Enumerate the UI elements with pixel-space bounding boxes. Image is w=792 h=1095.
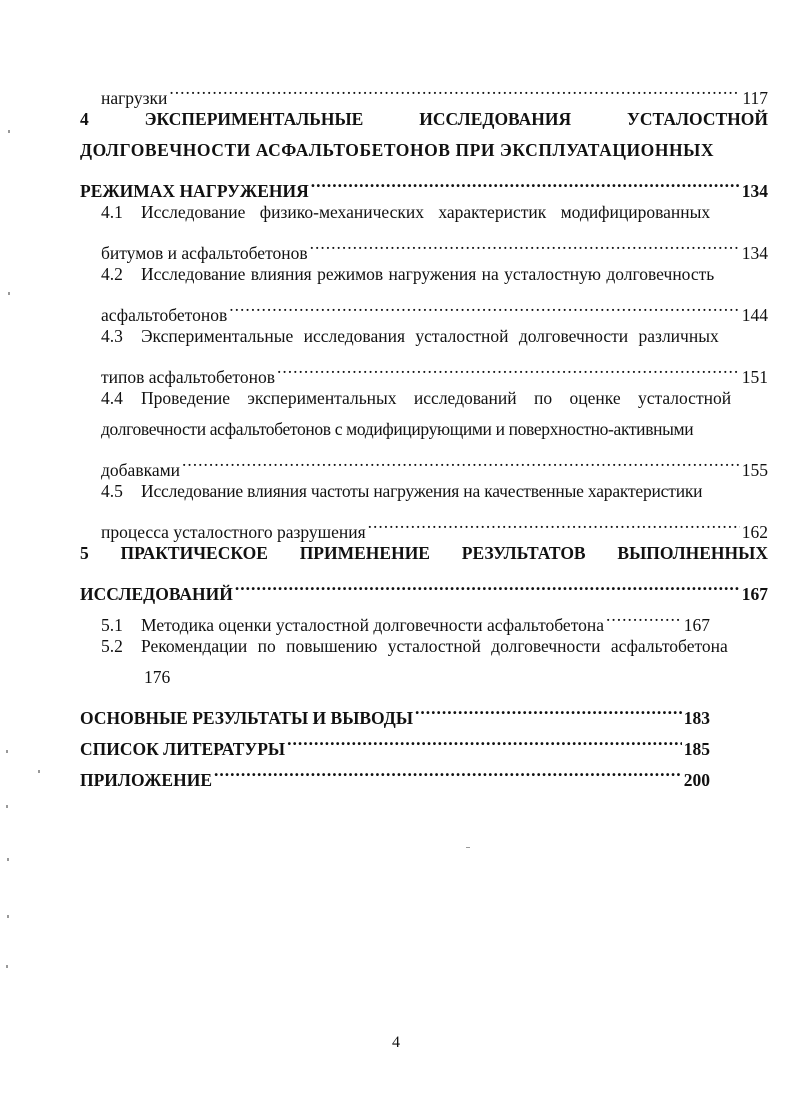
- section-number: 4.2: [101, 264, 123, 284]
- dot-leader: [214, 755, 682, 786]
- scan-speck: [6, 750, 8, 753]
- dot-leader: [229, 290, 740, 321]
- heading-word: ПРАКТИЧЕСКОЕ: [120, 543, 268, 563]
- toc-entry-text: ДОЛГОВЕЧНОСТИ АСФАЛЬТОБЕТОНОВ ПРИ ЭКСПЛУАТАЦИОННЫХ: [80, 140, 715, 160]
- scan-speck: [8, 130, 10, 133]
- toc-section-4-3: [80, 321, 768, 352]
- toc-entry-text: процесса усталостного разрушения: [101, 522, 366, 542]
- toc-chapter-4-line3: [80, 166, 768, 201]
- toc-section-4-5: [80, 476, 768, 507]
- toc-results: [80, 693, 768, 728]
- toc-entry-text: РЕЖИМАХ НАГРУЖЕНИЯ: [80, 181, 309, 201]
- toc-section-4-2: [80, 259, 768, 290]
- dot-leader: [368, 507, 740, 538]
- toc-entry-text: нагрузки: [101, 88, 168, 108]
- scan-speck: [8, 292, 10, 295]
- heading-word: РЕЗУЛЬТАТОВ: [461, 543, 586, 563]
- toc-entry-text: битумов и асфальтобетонов: [101, 243, 308, 263]
- chapter-number: 4: [80, 109, 89, 129]
- scan-speck: [7, 858, 9, 861]
- toc-entry-text: Исследование влияния режимов нагружения на усталостную долговечность: [141, 264, 715, 284]
- toc-page-number: 200: [683, 770, 710, 790]
- toc-page-number: 183: [683, 708, 710, 728]
- heading-word: ЭКСПЕРИМЕНТАЛЬНЫЕ: [144, 109, 364, 129]
- section-number: 5.2: [101, 636, 123, 656]
- toc-line-loads: [80, 73, 768, 108]
- chapter-number: 5: [80, 543, 89, 563]
- toc-page-number: 155: [741, 460, 768, 480]
- section-number: 4.4: [101, 388, 123, 408]
- toc-section-4-4-cont: [80, 414, 768, 445]
- toc-entry-text: СПИСОК ЛИТЕРАТУРЫ: [80, 739, 286, 759]
- section-number: 4.1: [101, 202, 123, 222]
- heading-word: УСТАЛОСТНОЙ: [627, 109, 768, 129]
- toc-section-4-2-cont: [80, 290, 768, 325]
- heading-word: ПРИМЕНЕНИЕ: [299, 543, 430, 563]
- toc-page-number: 144: [741, 305, 768, 325]
- toc-page-number: 167: [683, 615, 710, 635]
- toc-entry-text: типов асфальтобетонов: [101, 367, 275, 387]
- toc-entry-text: Методика оценки усталостной долговечности асфальтобетона: [141, 615, 604, 635]
- toc-page-number: 117: [742, 88, 768, 108]
- dot-leader: [287, 724, 682, 755]
- section-number: 5.1: [101, 615, 123, 635]
- dot-leader: [182, 445, 740, 476]
- dot-leader: [169, 73, 740, 104]
- heading-word: ИССЛЕДОВАНИЯ: [419, 109, 572, 129]
- toc-entry-text: ОСНОВНЫЕ РЕЗУЛЬТАТЫ И ВЫВОДЫ: [80, 708, 414, 728]
- toc-page-number: 162: [741, 522, 768, 542]
- toc-section-4-1-cont: [80, 228, 768, 263]
- heading-word: ВЫПОЛНЕННЫХ: [617, 543, 768, 563]
- toc-entry-text: ИССЛЕДОВАНИЙ: [80, 584, 233, 604]
- toc-entry-text: Рекомендации по повышению усталостной долговечности асфальтобетона: [141, 636, 728, 656]
- dot-leader: [277, 352, 740, 383]
- toc-entry-text: Экспериментальные исследования усталостной долговечности различных: [141, 326, 719, 346]
- toc-chapter-4-heading: [80, 104, 768, 135]
- scan-speck: [7, 915, 9, 918]
- toc-section-4-4: [80, 383, 768, 414]
- toc-chapter-5-line2: [80, 569, 768, 604]
- scan-speck: [38, 770, 40, 773]
- table-of-contents: [80, 73, 768, 790]
- toc-page-number: 134: [741, 243, 768, 263]
- scan-speck: [6, 805, 8, 808]
- toc-section-4-4-cont2: [80, 445, 768, 480]
- toc-section-4-1: [80, 197, 768, 228]
- toc-entry-text: долговечности асфальтобетонов с модифицирующими и поверхностно-активными: [101, 419, 694, 439]
- toc-entry-text: ПРИЛОЖЕНИЕ: [80, 770, 213, 790]
- toc-section-4-5-cont: [80, 507, 768, 542]
- toc-page-number: 176: [144, 667, 171, 687]
- page-number: 4: [392, 1034, 400, 1051]
- toc-entry-text: Проведение экспериментальных исследований по оценке усталостной: [141, 388, 732, 408]
- toc-section-5-2: [80, 631, 768, 662]
- toc-entry-text: добавками: [101, 460, 181, 480]
- section-number: 4.3: [101, 326, 123, 346]
- toc-page-number: 185: [683, 739, 710, 759]
- scan-speck: [466, 847, 470, 848]
- dot-leader: [310, 228, 740, 259]
- scan-speck: [6, 965, 8, 968]
- dot-leader: [415, 693, 682, 724]
- dot-leader: [235, 569, 740, 600]
- toc-section-5-2-cont: [80, 662, 768, 693]
- toc-page-number: 134: [741, 181, 768, 201]
- toc-section-4-3-cont: [80, 352, 768, 387]
- section-number: 4.5: [101, 481, 123, 501]
- toc-entry-text: асфальтобетонов: [101, 305, 228, 325]
- toc-chapter-5-heading: [80, 538, 768, 569]
- toc-entry-text: Исследование физико-механических характеристик модифицированных: [141, 202, 711, 222]
- toc-page-number: 151: [741, 367, 768, 387]
- toc-entry-text: Исследование влияния частоты нагружения на качественные характеристики: [141, 481, 703, 501]
- dot-leader: [606, 600, 682, 631]
- dot-leader: [311, 166, 740, 197]
- toc-chapter-4-line2: [80, 135, 768, 166]
- toc-page-number: 167: [741, 584, 768, 604]
